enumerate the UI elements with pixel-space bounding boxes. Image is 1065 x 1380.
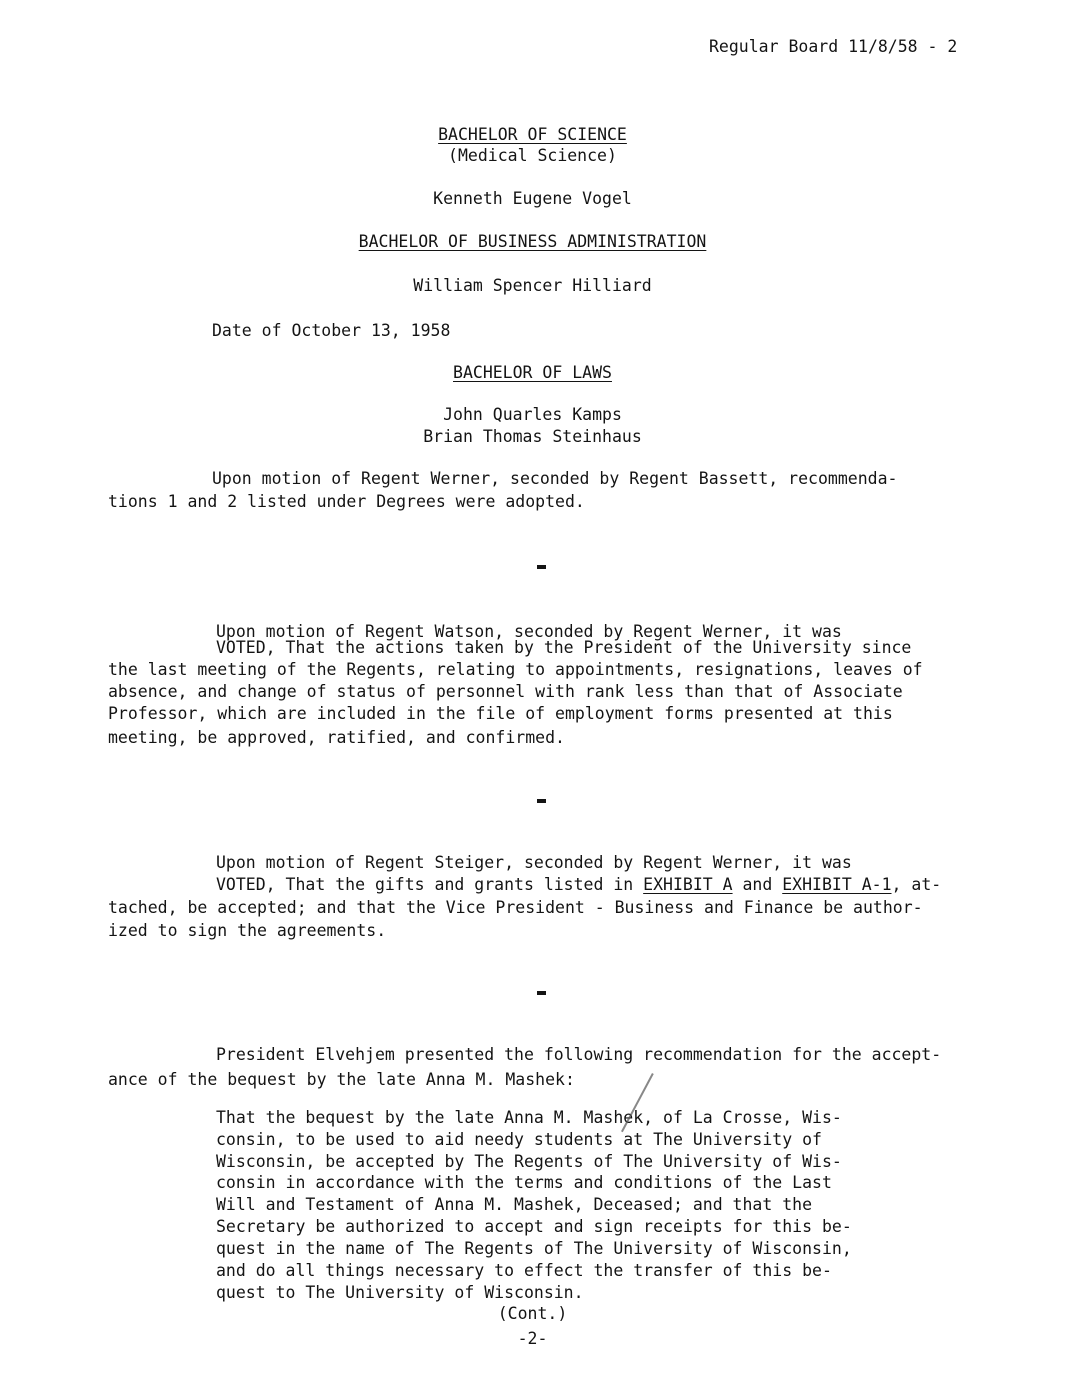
bequest-quote-line: Will and Testament of Anna M. Mashek, Deceased; and that the bbox=[216, 1195, 813, 1214]
heading-bachelor-of-business-administration: BACHELOR OF BUSINESS ADMINISTRATION bbox=[358, 232, 707, 251]
motion-4-line: ance of the bequest by the late Anna M. Mashek: bbox=[108, 1070, 575, 1089]
motion-1-line: Upon motion of Regent Werner, seconded by Regent Bassett, recommenda- bbox=[212, 469, 898, 488]
motion-3-line: tached, be accepted; and that the Vice President - Business and Finance be author- bbox=[108, 898, 923, 917]
graduate-name: William Spencer Hilliard bbox=[413, 276, 652, 295]
motion-2-line: Upon motion of Regent Watson, seconded by Regent Werner, it was bbox=[216, 622, 842, 641]
bequest-quote-line: quest in the name of The Regents of The University of Wisconsin, bbox=[216, 1239, 852, 1258]
motion-3-text: , at- bbox=[891, 875, 942, 894]
section-divider bbox=[537, 991, 546, 995]
bequest-quote-line: Wisconsin, be accepted by The Regents of The University of Wis- bbox=[216, 1152, 842, 1171]
exhibit-a-reference: EXHIBIT A bbox=[643, 875, 733, 894]
heading-medical-science: (Medical Science) bbox=[448, 146, 617, 165]
motion-1-line: tions 1 and 2 listed under Degrees were adopted. bbox=[108, 492, 585, 511]
motion-2-line: the last meeting of the Regents, relating to appointments, resignations, leaves of bbox=[108, 660, 923, 679]
motion-3-line: ized to sign the agreements. bbox=[108, 921, 387, 940]
bequest-quote-line: quest to The University of Wisconsin. bbox=[216, 1283, 584, 1302]
motion-3-line: Upon motion of Regent Steiger, seconded by Regent Werner, it was bbox=[216, 853, 852, 872]
motion-3-text: VOTED, That the gifts and grants listed in bbox=[216, 875, 644, 894]
continued-note: (Cont.) bbox=[497, 1304, 568, 1323]
bequest-quote-line: Secretary be authorized to accept and sign receipts for this be- bbox=[216, 1217, 852, 1236]
page-number: -2- bbox=[517, 1329, 548, 1348]
section-divider bbox=[537, 799, 546, 803]
motion-3-line bbox=[216, 874, 941, 896]
motion-2-line: Professor, which are included in the file of employment forms presented at this bbox=[108, 704, 893, 723]
heading-bachelor-of-science: BACHELOR OF SCIENCE bbox=[438, 125, 627, 144]
bequest-quote-line: That the bequest by the late Anna M. Mashek, of La Crosse, Wis- bbox=[216, 1108, 842, 1127]
motion-2-line: absence, and change of status of personnel with rank less than that of Associate bbox=[108, 682, 903, 701]
motion-2-line: meeting, be approved, ratified, and confirmed. bbox=[108, 728, 565, 747]
graduate-name: John Quarles Kamps bbox=[443, 405, 622, 424]
graduate-name: Kenneth Eugene Vogel bbox=[433, 189, 632, 208]
motion-4-line: President Elvehjem presented the following recommendation for the accept- bbox=[216, 1045, 942, 1064]
motion-2-line: VOTED, That the actions taken by the President of the University since bbox=[216, 638, 912, 657]
page-header: Regular Board 11/8/58 - 2 bbox=[709, 37, 958, 56]
exhibit-a1-reference: EXHIBIT A-1 bbox=[782, 875, 892, 894]
date-line: Date of October 13, 1958 bbox=[212, 321, 451, 340]
bequest-quote-line: and do all things necessary to effect the transfer of this be- bbox=[216, 1261, 832, 1280]
bequest-quote-line: consin, to be used to aid needy students at The University of bbox=[216, 1130, 822, 1149]
heading-bachelor-of-laws: BACHELOR OF LAWS bbox=[453, 363, 612, 382]
motion-3-text: and bbox=[732, 875, 783, 894]
graduate-name: Brian Thomas Steinhaus bbox=[423, 427, 642, 446]
section-divider bbox=[537, 565, 546, 569]
bequest-quote-line: consin in accordance with the terms and conditions of the Last bbox=[216, 1173, 832, 1192]
